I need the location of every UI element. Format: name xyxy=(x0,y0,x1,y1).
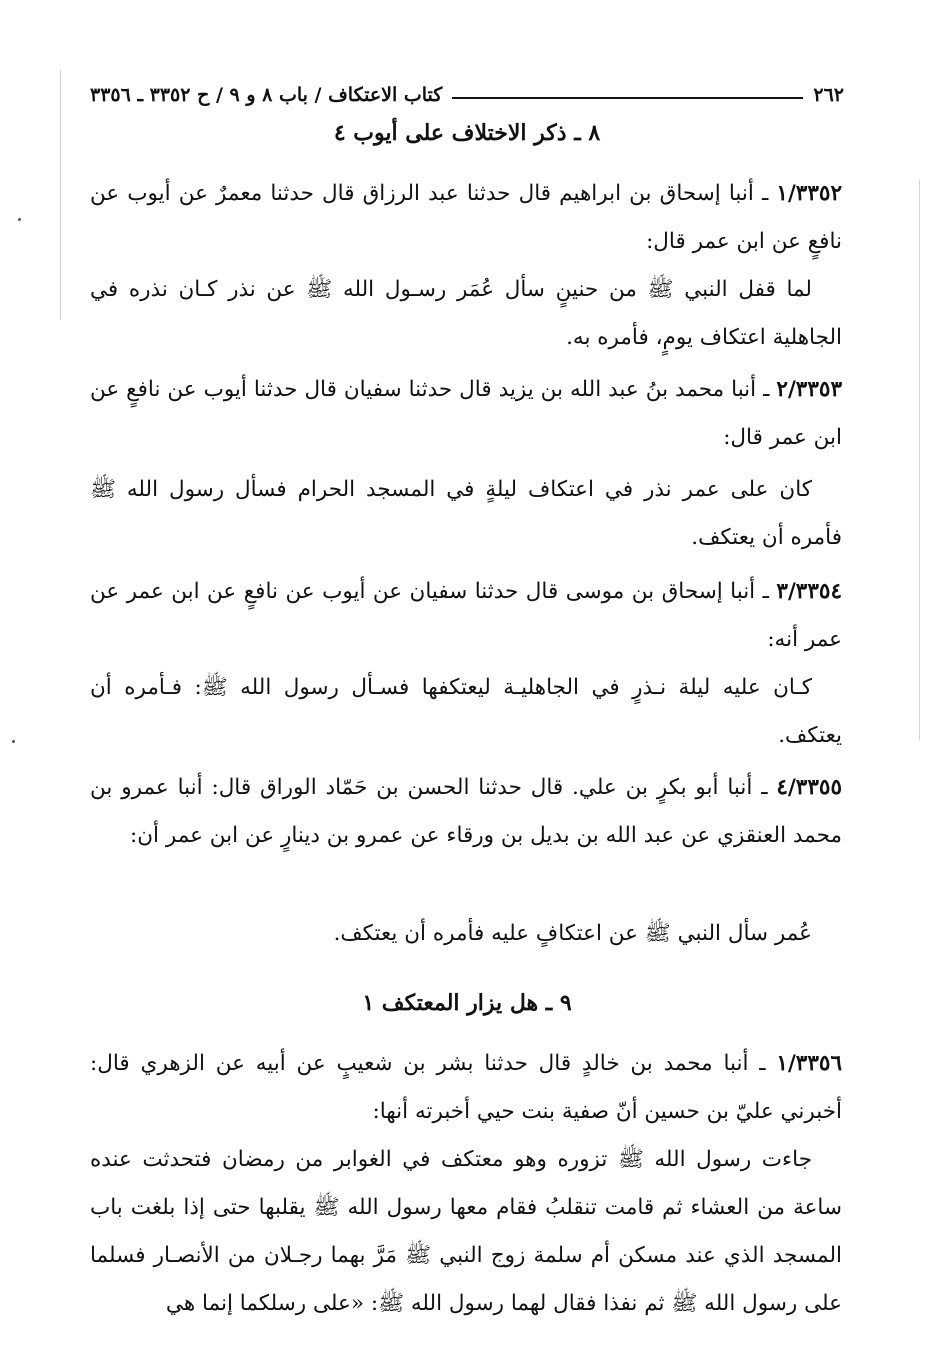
hadith-isnad-text: ـ أنبا أبو بكرٍ بن علي. قال حدثنا الحسن بن حَمّاد الوراق قال: أنبا عمرو بن محمد العنقزي عن عبد الله بن بديل بن ورقاء عن عمرو بن دينارٍ عن ابن عمر أن: xyxy=(90,775,842,848)
scan-artifact-dot xyxy=(12,740,15,743)
scan-artifact-line xyxy=(60,70,61,320)
hadith-isnad xyxy=(90,568,842,664)
hadith-number: ١/٣٣٥٢ xyxy=(776,181,842,206)
hadith-isnad-text: ـ أنبا محمد بنُ عبد الله بن يزيد قال حدثنا سفيان قال حدثنا أيوب عن نافعٍ عن ابن عمر قال: xyxy=(90,377,842,450)
running-header xyxy=(90,80,844,110)
hadith-matn: عُمر سأل النبي ﷺ عن اعتكافٍ عليه فأمره أن يعتكف. xyxy=(333,921,812,946)
hadith-matn: كـان عليه ليلة نـذرٍ في الجاهليـة ليعتكفها فسـأل رسول الله ﷺ: فـأمره أن يعتكف. xyxy=(90,675,842,748)
hadith-isnad xyxy=(90,764,842,860)
header-rule xyxy=(452,97,803,99)
hadith-isnad-text: ـ أنبا إسحاق بن ابراهيم قال حدثنا عبد الرزاق قال حدثنا معمرٌ عن أيوب عن نافعٍ عن ابن عمر قال: xyxy=(90,181,842,254)
hadith-matn: لما قفل النبي ﷺ من حنينٍ سأل عُمَر رسـول الله ﷺ عن نذر كـان نذره في الجاهلية اعتكاف يومٍ، فأمره به. xyxy=(90,277,842,350)
hadith-matn: كان على عمر نذر في اعتكاف ليلةٍ في المسجد الحرام فسأل رسول الله ﷺ فأمره أن يعتكف. xyxy=(90,477,842,550)
hadith-isnad xyxy=(90,170,842,266)
hadith-isnad-text: ـ أنبا إسحاق بن موسى قال حدثنا سفيان عن أيوب عن نافعٍ عن ابن عمر عن عمر أنه: xyxy=(90,579,842,652)
scan-artifact-dot xyxy=(18,218,21,221)
hadith-number: ١/٣٣٥٦ xyxy=(776,1051,842,1076)
header-title: كتاب الاعتكاف / باب ٨ و ٩ / ح ٣٣٥٢ ـ ٣٣٥٦ xyxy=(90,84,443,106)
page-number: ٢٦٢ xyxy=(813,84,844,106)
section-heading: ٨ ـ ذكر الاختلاف على أيوب ٤ xyxy=(333,120,601,146)
section-heading: ٩ ـ هل يزار المعتكف ١ xyxy=(362,990,572,1016)
hadith-number: ٤/٣٣٥٥ xyxy=(776,775,842,800)
hadith-number: ٢/٣٣٥٣ xyxy=(776,377,842,402)
hadith-isnad xyxy=(90,1040,842,1136)
hadith-isnad xyxy=(90,366,842,462)
hadith-isnad-text: ـ أنبا محمد بن خالدٍ قال حدثنا بشر بن شعيبٍ عن أبيه عن الزهري قال: أخبرني عليّ بن حسين أنّ صفية بنت حيي أخبرته أنها: xyxy=(90,1051,842,1124)
hadith-number: ٣/٣٣٥٤ xyxy=(776,579,842,604)
scan-artifact-line xyxy=(919,180,920,740)
hadith-matn: جاءت رسول الله ﷺ تزوره وهو معتكف في الغوابر من رمضان فتحدثت عنده ساعة من العشاء ثم قامت تنقلبُ فقام معها رسول الله ﷺ يقلبها حتى إذا بلغت باب المسجد الذي عند مسكن أم سلمة زوج النبي ﷺ مَرَّ بهما رجـلان من الأنصـار فسلما على رسول الله ﷺ ثم نفذا فقال لهما رسول الله ﷺ: «على رسلكما إنما هي xyxy=(90,1147,842,1316)
